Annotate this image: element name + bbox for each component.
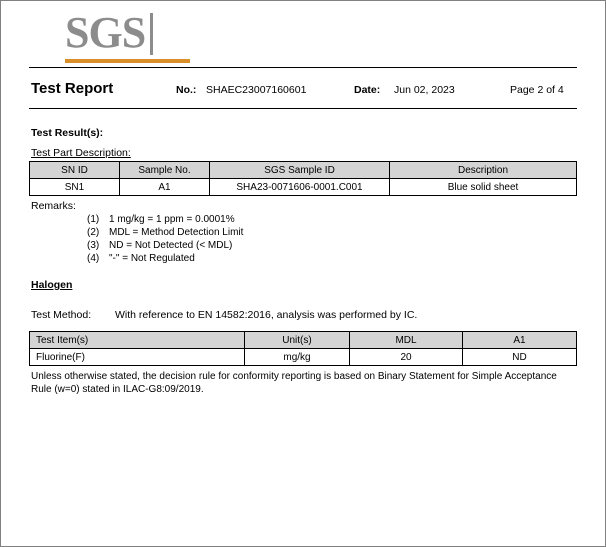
table-row [30, 179, 577, 196]
list-item [29, 213, 577, 226]
column-header-sn-id: SN ID [30, 162, 120, 179]
cell-unit: mg/kg [245, 349, 350, 366]
page-content [29, 9, 577, 396]
remark-text: ND = Not Detected (< MDL) [109, 240, 233, 251]
cell-sgs-sample-id: SHA23-0071606-0001.C001 [210, 179, 390, 196]
column-header-sgs-sample-id: SGS Sample ID [210, 162, 390, 179]
test-method-value: With reference to EN 14582:2016, analysis was performed by IC. [115, 309, 418, 321]
remark-text: MDL = Method Detection Limit [109, 227, 244, 238]
column-header-description: Description [390, 162, 577, 179]
remarks-list [29, 213, 577, 265]
page-number: Page 2 of 4 [510, 84, 564, 96]
logo-vertical-bar [150, 13, 153, 55]
logo-horizontal-bar [65, 59, 190, 63]
column-header-sample-no: Sample No. [120, 162, 210, 179]
halogen-heading: Halogen [31, 279, 73, 291]
footer-note: Unless otherwise stated, the decision rule for conformity reporting is based on Binary Statement for Simple Acceptance Rule (w=0) stated in ILAC-G8:09/2019. [31, 371, 557, 395]
remark-number: (1) [87, 214, 100, 225]
test-part-description-table [29, 161, 577, 196]
cell-sn-id: SN1 [30, 179, 120, 196]
remarks-label: Remarks: [31, 200, 76, 212]
remark-number: (3) [87, 240, 100, 251]
list-item [29, 226, 577, 239]
column-header-unit: Unit(s) [245, 332, 350, 349]
test-method-label: Test Method: [31, 309, 92, 321]
report-date-value: Jun 02, 2023 [394, 84, 455, 96]
remark-number: (2) [87, 227, 100, 238]
cell-mdl: 20 [350, 349, 463, 366]
report-no-value: SHAEC23007160601 [206, 84, 307, 96]
halogen-result-table [29, 331, 577, 366]
cell-a1-result: ND [463, 349, 577, 366]
remark-text: 1 mg/kg = 1 ppm = 0.0001% [109, 214, 235, 225]
report-no-label: No.: [176, 84, 197, 96]
sgs-logo [29, 9, 577, 67]
table-header-row [30, 332, 577, 349]
column-header-test-item: Test Item(s) [30, 332, 245, 349]
table-row [30, 349, 577, 366]
cell-test-item: Fluorine(F) [30, 349, 245, 366]
sgs-logo-text: SGS [65, 8, 146, 57]
test-method-row [31, 309, 577, 321]
cell-sample-no: A1 [120, 179, 210, 196]
page-title: Test Report [31, 80, 114, 97]
column-header-a1: A1 [463, 332, 577, 349]
test-results-heading: Test Result(s): [31, 127, 104, 139]
table-header-row [30, 162, 577, 179]
column-header-mdl: MDL [350, 332, 463, 349]
remark-text: "-" = Not Regulated [109, 253, 195, 264]
remark-number: (4) [87, 253, 100, 264]
report-header [29, 68, 577, 108]
report-date-label: Date: [354, 84, 381, 96]
list-item [29, 252, 577, 265]
report-body [29, 109, 577, 396]
list-item [29, 239, 577, 252]
cell-description: Blue solid sheet [390, 179, 577, 196]
test-part-description-heading: Test Part Description: [31, 147, 131, 159]
